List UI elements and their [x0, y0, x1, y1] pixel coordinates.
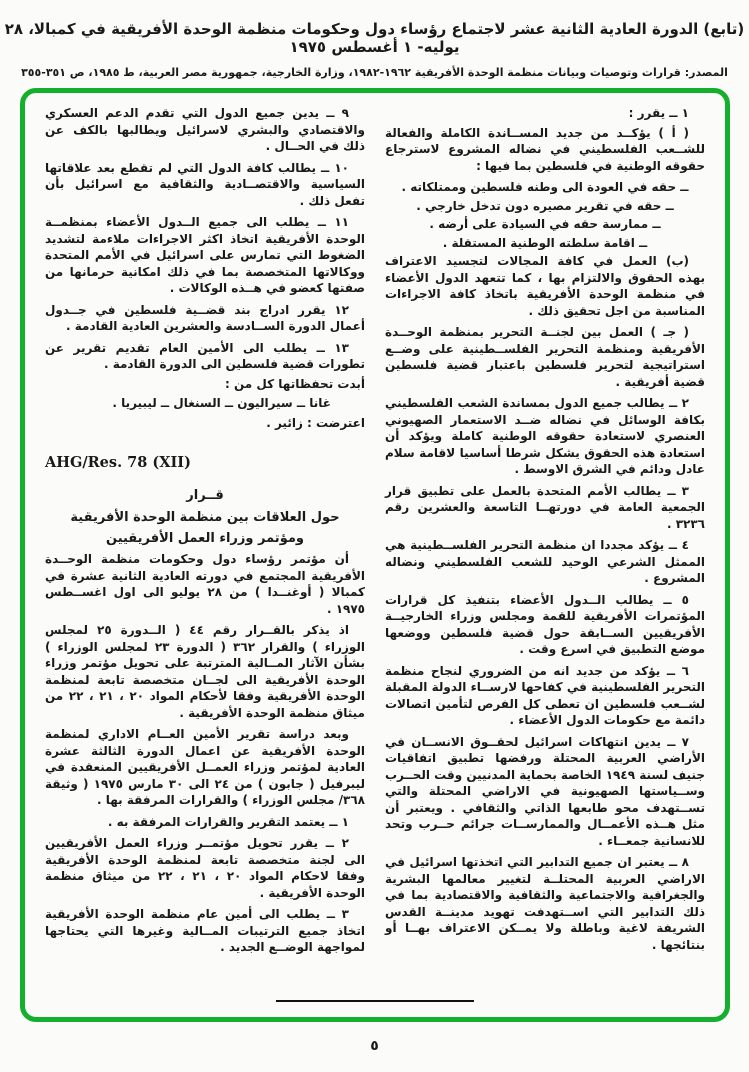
resolution-subtitle-2: ومؤتمر وزراء العمل الأفريقيين: [106, 530, 304, 546]
self-determination-item: ــ حقه في تقرير مصيره دون تدخل خارجي .: [416, 198, 674, 213]
labor-operative-1: ١ ــ يعتمد التقرير والقرارات المرفقة به .: [107, 814, 349, 829]
operative-item-10: ١٠ ــ يطالب كافة الدول التي لم تقطع بعد علاقاتها السياسية والاقتصــادية والثقافية مع اسرائيل بأن تفعل ذلك .: [45, 160, 365, 208]
objection-line: اعترضت : زائير .: [266, 415, 365, 430]
operative-item-7: ٧ ــ يدين انتهاكات اسرائيل لحقــوق الانســان في الأراضي العربية المحتلة ورفضها تطبيق اتفاقيات جنيف لسنة ١٩٤٩ الخاصة بحماية المدنيين وقت الحــرب وســياستها الصهيونية في الاراضي المحتلة والتي تســتهدف محو طابعها الذاتي والثقافي . ويعتبر أن مثل هــذه الأعمــال والممارســات جرائم حــرب وتحد للانسانية جمعــاء .: [384, 734, 705, 848]
green-border-frame: [20, 88, 730, 1022]
decree-intro: ١ ــ يقرر :: [628, 106, 689, 120]
operative-item-4: ٤ ــ يؤكد مجددا ان منظمة التحرير الفلســطينية هي الممثل الشرعي الوحيد للشعب الفلسطيني ونضاله المشروع .: [385, 538, 705, 585]
operative-item-2: ٢ ــ يطالب جميع الدول بمساندة الشعب الفلسطيني بكافة الوسائل في نضاله ضــد الاستعمار الصهيوني العنصري لاستعادة حقوقه الوطنية كاملة ويؤكد أن استعادة هذه الحقوق يشكل شرطا أساسيا لاقامة سلام عادل ودائم في الشرق الاوسط .: [385, 396, 705, 476]
footnote-rule: [276, 1000, 474, 1002]
clause-a: ( أ ) يؤكــد من جديد المســاندة الكاملة والفعالة للشــعب الفلسطيني في نضاله المشروع لاسترجاع حقوقه الوطنية في فلسطين بما فيها :: [385, 125, 705, 173]
operative-item-11: ١١ ــ يطلب الى جميع الــدول الأعضاء بمنظمــة الوحدة الأفريقية اتخاذ اكثر الاجراءات ملاءمة لتشديد الضغوط التي تمارس على اسرائيل في الأمم المتحدة ووكالاتها المتخصصة بما في ذلك امكانية حرمانها من صفتها كعضو في هــذه الوكالات .: [45, 215, 365, 295]
recalling-clause: اذ يذكر بالقــرار رقم ٤٤ ( الــدورة ٢٥ لمجلس الوزراء ) والقرار ٣٦٢ ( الدورة ٢٣ لمجلس الوزراء ) بشأن الآثار المــالية المترتبة على تحويل مؤتمر وزراء الوحدة الأفريقية الى لجــان متخصصة تابعة لمنظمة الوحدة الأفريقية وفقا لأحكام المواد ٢٠ ، ٢١ ، ٢٢ من ميثاق منظمة الوحدة الأفريقية .: [45, 623, 366, 720]
resolution-reference: AHG/Res. 78 (XII): [45, 454, 191, 471]
sovereignty-item: ــ ممارسة حقه في السيادة على أرضه .: [429, 217, 661, 231]
operative-item-12: ١٢ يقرر ادراج بند قضــية فلسطين في جــدول أعمال الدورة الســادسة والعشرين العادية القادمة .: [45, 302, 365, 333]
page-header: [0, 20, 749, 79]
national-authority-item: ــ اقامة سلطته الوطنية المستقلة .: [442, 235, 648, 250]
operative-item-3: ٣ ــ يطالب الأمم المتحدة بالعمل على تطبيق قرار الجمعية العامة في دورتهــا التاسعة والعشرين رقم ٣٢٣٦ .: [385, 483, 705, 531]
column-left: [45, 105, 365, 987]
right-of-return-item: ــ حقه في العودة الى وطنه فلسطين وممتلكاته .: [401, 180, 689, 194]
labor-operative-2: ٢ ــ يقرر تحويل مؤتمــر وزراء العمل الأفريقيين الى لجنة متخصصة تابعة لمنظمة الوحدة الأفريقية وفقا لاحكام المواد ٢٠ ، ٢١ ، ٢٢ من ميثاق منظمة الوحدة الأفريقية .: [45, 836, 365, 900]
header-title: (تابع) الدورة العادية الثانية عشر لاجتماع رؤساء دول وحكومات منظمة الوحدة الأفريقية في كمبالا، ٢٨ يوليه- ١ أغسطس ١٩٧٥: [4, 20, 745, 56]
resolution-subtitle-1: حول العلاقات بين منظمة الوحدة الأفريقية: [70, 510, 340, 525]
two-column-body: [25, 93, 725, 1017]
operative-item-5: ٥ ــ يطالب الــدول الأعضاء بتنفيذ كل قرارات المؤتمرات الأفريقية للقمة ومجلس وزراء الخارجيــة الأفريقيين الســابقة حول قضية فلسطين ووضعها موضع التطبيق في اسرع وقت .: [385, 592, 705, 656]
preamble-paragraph: أن مؤتمر رؤساء دول وحكومات منظمة الوحــدة الأفريقية المجتمع في دورته العادية الثانية عشرة في كمبالا ( أوغنــدا ) من ٢٨ يوليو الى اول اغســطس ١٩٧٥ .: [45, 552, 365, 616]
operative-item-8: ٨ ــ يعتبر ان جميع التدابير التي اتخذتها اسرائيل في الاراضي العربية المحتلــة لتغيير معالمها البشرية والجغرافية والاجتماعية والثقافية والاقتصادية بما في ذلك التدابير التي اســتهدفت تهويد مدينــة القدس الشريفة لاغية وباطلة ولا يمــكن الاعتراف بهــا أو بنتائجها .: [385, 855, 705, 952]
resolution-title: قــرار: [186, 487, 224, 503]
operative-item-9: ٩ ــ يدين جميع الدول التي تقدم الدعم العسكري والاقتصادي والبشري لاسرائيل ويطالبها بالكف عن ذلك في الحــال .: [45, 106, 365, 153]
clause-b: (ب) العمل في كافة المجالات لتجسيد الاعتراف بهذه الحقوق والالتزام بها ، كما تتعهد الدول الأعضاء في منظمة الوحدة الأفريقية باتخاذ كافة الاجراءات المناسبة من اجل تحقيق ذلك .: [385, 254, 705, 318]
operative-item-13: ١٣ ــ يطلب الى الأمين العام تقديم تقرير عن تطورات قضية فلسطين الى الدورة القادمة .: [45, 340, 365, 371]
page-number: ٥: [370, 1038, 379, 1054]
column-right: [385, 105, 705, 987]
operative-item-6: ٦ ــ يؤكد من جديد انه من الضروري لنجاح منظمة التحرير الفلسطينية في كفاحها لارســاء الدولة المقبلة لشــعب فلسطين ان تعطى كل الفرص لتأمين اتصالات دائمة مع حكومات الدول الأعضاء .: [385, 663, 705, 727]
after-study-clause: وبعد دراسة تقرير الأمين العــام الاداري لمنظمة الوحدة الأفريقية عن اعمال الدورة الثالثة عشرة العادية لمؤتمر وزراء العمــل الأفريقيين المنعقدة في ليبرفيل ( جابون ) من ٢٤ الى ٣٠ مارس ١٩٧٥ ( وثيقة ٣٦٨/ مجلس الوزراء ) والقرارات المرفقة بها .: [45, 727, 365, 807]
clause-c: ( جـ ) العمل بين لجنــة التحرير بمنظمة الوحــدة الأفريقية ومنظمة التحرير الفلســطينية على وضــع استراتيجية لتحرير فلسطين باعتبار قضية فلسطين قضية أفريقية .: [385, 325, 705, 389]
reservations-countries: غانا ــ سيراليون ــ السنغال ــ ليبيريا .: [112, 396, 331, 410]
header-source-line: المصدر: قرارات وتوصيات وبيانات منظمة الوحدة الأفريقية ١٩٦٢-١٩٨٢، وزارة الخارجية، جمهورية مصر العربية، ط ١٩٨٥، ص ٣٥١-٣٥٥: [21, 66, 728, 79]
reservations-label: أبدت تحفظاتها كل من :: [225, 376, 365, 391]
labor-operative-3: ٣ ــ يطلب الى أمين عام منظمة الوحدة الأفريقية اتخاذ جميع الترتيبات المــالية وغيرها التي يحتاجها لمواجهة الوضــع الجديد .: [45, 907, 365, 954]
